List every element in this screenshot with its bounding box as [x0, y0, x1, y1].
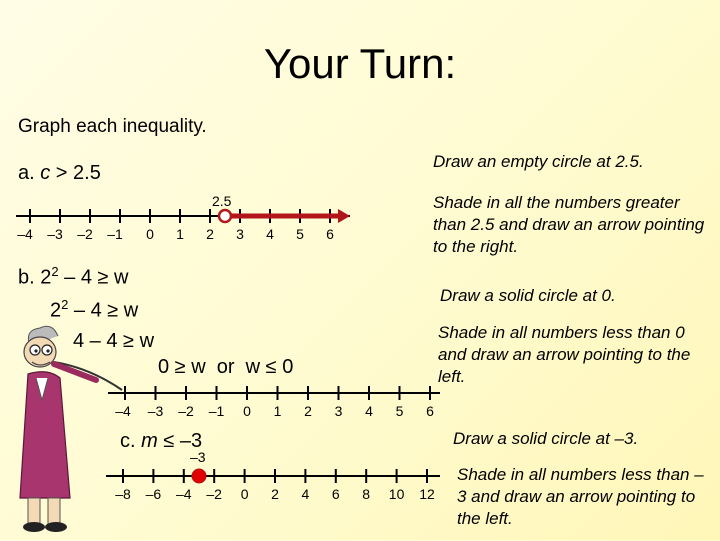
problem-c-point-label: –3: [190, 449, 206, 465]
problem_c-solid-circle: [192, 469, 206, 483]
problem_b-tick-label: 3: [334, 403, 343, 419]
problem_a-tick-label: 0: [146, 226, 154, 242]
problem_b-tick-label: –1: [208, 403, 225, 419]
problem_b-tick-label: 1: [273, 403, 282, 419]
number-line-b: [108, 386, 440, 400]
problem-b-line-2: [50, 297, 138, 323]
problem_a-tick-label: –2: [77, 226, 93, 242]
problem-b-line-1: [18, 264, 129, 290]
problem_b-tick-label: 4: [365, 403, 373, 419]
problem_c-tick-label: 2: [271, 486, 279, 502]
problem-a-prefix: a.: [18, 162, 41, 184]
problem-b-line-3: 4 – 4 ≥ w: [73, 330, 155, 352]
problem_c-tick-label: 6: [331, 486, 340, 502]
problem_a-tick-label: –3: [47, 226, 63, 242]
problem_a-tick-label: –1: [107, 226, 123, 242]
problem-b-line-2-post: – 4 ≥ w: [68, 299, 139, 322]
instructions: Graph each inequality.: [18, 116, 207, 137]
page-title: Your Turn:: [263, 40, 457, 87]
number-line-c: [106, 469, 440, 483]
problem-b-line-4: 0 ≥ w or w ≤ 0: [158, 356, 294, 378]
problem_a-tick-label: 6: [326, 226, 334, 242]
problem-c-inequality: ≤ –3: [157, 430, 203, 452]
problem-a-circle-note: Draw an empty circle at 2.5.: [433, 152, 644, 171]
problem_c-tick-label: –8: [115, 486, 131, 502]
problem-c-shade-note: Shade in all numbers less than –3 and draw an arrow pointing to the left.: [457, 465, 704, 528]
problem_a-tick-label: –4: [17, 226, 33, 242]
problem_c-tick-label: –4: [176, 486, 192, 502]
problem_c-tick-label: 12: [419, 486, 435, 502]
problem-c-prefix: c.: [120, 430, 142, 452]
problem-b-line-2-exponent: 2: [61, 297, 69, 312]
problem_c-tick-label: –2: [206, 486, 222, 502]
problem_a-tick-label: 1: [176, 226, 184, 242]
problem_b-tick-label: 6: [426, 403, 434, 419]
problem-b-line-1-exponent: 2: [51, 264, 59, 279]
problem-c-circle-note: Draw a solid circle at –3.: [453, 429, 639, 448]
problem_a-arrow-right: [338, 209, 350, 223]
problem-b-shade-note: Shade in all numbers less than 0 and draw an arrow pointing to the left.: [438, 323, 691, 386]
problem_b-tick-label: 5: [395, 403, 404, 419]
problem_b-tick-label: –4: [115, 403, 131, 419]
problem_a-tick-label: 4: [266, 226, 274, 242]
problem-c-variable: m: [141, 430, 158, 452]
problem_b-tick-label: –3: [147, 403, 164, 419]
problem_b-tick-label: 0: [243, 403, 251, 419]
problem_c-tick-label: –6: [145, 486, 162, 502]
problem_a-open-circle: [219, 210, 231, 222]
problem-b-line-1-pre: b. 2: [18, 266, 52, 289]
professor-icon: [18, 322, 126, 536]
problem-b-line-2-pre: 2: [50, 299, 62, 322]
problem_c-tick-label: 8: [362, 486, 371, 502]
problem-a-shade-note: Shade in all the numbers greater than 2.5 and draw an arrow pointing to the right.: [433, 193, 705, 256]
problem_c-tick-label: 0: [240, 486, 249, 502]
problem_c-tick-label: 4: [301, 486, 310, 502]
problem-a-variable: c: [40, 162, 51, 184]
problem_b-tick-label: 2: [304, 403, 312, 419]
problem_b-tick-label: –2: [178, 403, 194, 419]
problem_a-tick-label: 5: [296, 226, 304, 242]
number-line-a: [16, 209, 350, 223]
problem_a-tick-label: 3: [236, 226, 244, 242]
problem-a-point-label: 2.5: [212, 193, 232, 209]
problem_a-tick-label: 2: [206, 226, 214, 242]
problem-a-inequality: > 2.5: [50, 162, 101, 184]
problem_c-tick-label: 10: [388, 486, 405, 502]
problem-b-line-1-post: – 4 ≥ w: [58, 266, 129, 289]
problem-b-circle-note: Draw a solid circle at 0.: [440, 286, 616, 305]
